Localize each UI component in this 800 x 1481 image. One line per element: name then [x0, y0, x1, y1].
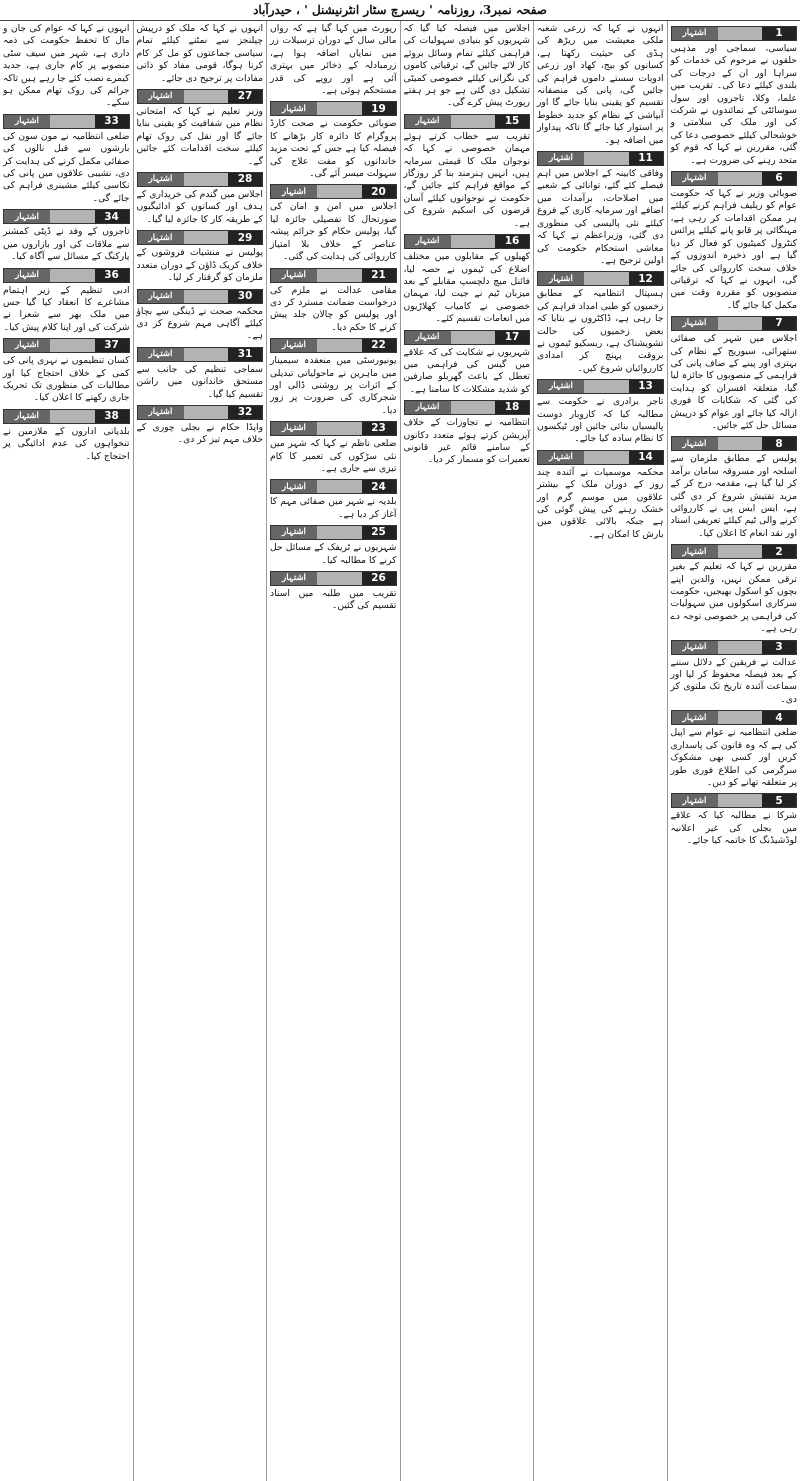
story-number: 5 — [762, 794, 796, 807]
ad-tag-label: اشتہار — [271, 572, 317, 585]
story-text: سیاسی، سماجی اور مذہبی حلقوں نے مرحوم کی خدمات کو سراہا اور ان کے درجات کی بلندی کیلئے دعا کی۔ تقریب میں علما، وکلا، تاجروں اور سول سوسائٹی کے نمائندوں نے شرکت کی اور ملک کی سلامتی و خوشحالی کیلئے خصوصی دعا کی گئی، مقررین نے کہا کہ قوم کو متحد رہنے کی ضرورت ہے۔ — [670, 43, 797, 166]
ad-tag-label: اشتہار — [405, 401, 451, 414]
story-text: وزیر تعلیم نے کہا کہ امتحانی نظام میں شفافیت کو یقینی بنایا جائے گا اور نقل کی روک تھام کیلئے سخت اقدامات کئے جائیں گے۔ — [136, 106, 263, 167]
story-number-bar — [137, 230, 264, 245]
story-text: اجلاس میں شہر کی صفائی ستھرائی، سیوریج کے نظام کی بہتری اور پینے کے صاف پانی کی فراہمی کے منصوبوں کا جائزہ لیا گیا، متعلقہ افسران کو ہدایت کی گئی کہ شکایات کا فوری ازالہ کیا جائے اور عوام کو درپیش مسائل حل کئے جائیں۔ — [670, 333, 797, 431]
story-number: 1 — [762, 27, 796, 40]
story-text: ضلعی انتظامیہ نے عوام سے اپیل کی ہے کہ وہ قانون کی پاسداری کریں اور کسی بھی مشکوک سرگرمی کی اطلاع فوری طور پر متعلقہ تھانے کو دیں۔ — [670, 727, 797, 788]
ad-tag-label: اشتہار — [4, 115, 50, 128]
story-text: تاجر برادری نے حکومت سے مطالبہ کیا کہ کاروبار دوست پالیسیاں بنائی جائیں اور ٹیکسوں کا نظام سادہ کیا جائے۔ — [537, 396, 664, 445]
ad-tag-label: اشتہار — [538, 152, 584, 165]
news-story — [270, 525, 397, 567]
story-number: 20 — [362, 185, 396, 198]
news-story — [537, 271, 664, 375]
news-story — [671, 544, 798, 635]
news-story — [671, 710, 798, 789]
story-number-bar — [3, 268, 130, 283]
ad-tag-label: اشتہار — [405, 115, 451, 128]
story-number-bar — [537, 379, 664, 394]
story-number-bar — [270, 268, 397, 283]
story-number-bar — [270, 571, 397, 586]
story-text: عدالت نے فریقین کے دلائل سننے کے بعد فیصلہ محفوظ کر لیا اور سماعت آئندہ تاریخ تک ملتوی کر دی۔ — [670, 656, 797, 705]
news-column — [266, 21, 400, 1481]
story-number-bar — [270, 184, 397, 199]
ad-tag-label: اشتہار — [271, 526, 317, 539]
ad-tag-label: اشتہار — [672, 711, 718, 724]
story-number: 6 — [762, 172, 796, 185]
story-text: تقریب سے خطاب کرتے ہوئے مہمان خصوصی نے کہا کہ نوجوان ملک کا قیمتی سرمایہ ہیں، انہیں ہنرمند بنا کر روزگار کے مواقع فراہم کئے جائیں گے، حکومت نے نوجوانوں کیلئے آسان قرضوں کی اسکیم شروع کی ہے۔ — [403, 130, 530, 229]
story-text: شہریوں نے شکایت کی کہ علاقے میں گیس کی فراہمی میں تعطل کے باعث گھریلو صارفین کو شدید مشکلات کا سامنا ہے۔ — [403, 346, 530, 395]
story-number-bar — [3, 409, 130, 424]
story-number-bar — [3, 338, 130, 353]
story-number-bar — [537, 450, 664, 465]
ad-tag-label: اشتہار — [138, 406, 184, 419]
ad-tag-label: اشتہار — [672, 545, 718, 558]
story-number-bar — [671, 316, 798, 331]
ad-tag-label: اشتہار — [405, 235, 451, 248]
news-column — [667, 21, 800, 1481]
ad-tag-label: اشتہار — [271, 422, 317, 435]
news-story — [404, 400, 531, 467]
story-number: 31 — [228, 348, 262, 361]
ad-tag-label: اشتہار — [672, 27, 718, 40]
story-text: انتظامیہ نے تجاوزات کے خلاف آپریشن کرتے ہوئے متعدد دکانوں کے سامنے قائم غیر قانونی تعمیرات کو مسمار کر دیا۔ — [403, 417, 530, 466]
news-story — [137, 230, 264, 284]
ad-tag-label: اشتہار — [271, 185, 317, 198]
story-number-bar — [137, 405, 264, 420]
ad-tag-label: اشتہار — [538, 451, 584, 464]
story-number: 16 — [495, 235, 529, 248]
news-story — [404, 114, 531, 230]
ad-tag-label: اشتہار — [4, 269, 50, 282]
story-number: 18 — [495, 401, 529, 414]
ad-tag-label: اشتہار — [271, 102, 317, 115]
news-story — [270, 268, 397, 335]
story-number-bar — [671, 436, 798, 451]
story-number: 33 — [95, 115, 129, 128]
news-story — [3, 268, 130, 335]
news-story — [3, 23, 130, 110]
story-number-bar — [537, 151, 664, 166]
story-number: 19 — [362, 102, 396, 115]
news-story — [137, 23, 264, 85]
story-number-bar — [404, 234, 531, 249]
news-story — [3, 409, 130, 463]
ad-tag-label: اشتہار — [405, 331, 451, 344]
story-text: ادبی تنظیم کے زیر اہتمام مشاعرے کا انعقاد کیا گیا جس میں ملک بھر سے شعرا نے شرکت کی اور اپنا کلام پیش کیا۔ — [3, 284, 130, 333]
news-story — [671, 26, 798, 167]
story-number: 22 — [362, 339, 396, 352]
story-number: 17 — [495, 331, 529, 344]
news-story — [671, 436, 798, 540]
story-text: کسان تنظیموں نے نہری پانی کی کمی کے خلاف احتجاج کیا اور مطالبات کی منظوری تک تحریک جاری رکھنے کا اعلان کیا۔ — [3, 355, 130, 404]
story-number-bar — [671, 793, 798, 808]
story-number-bar — [270, 525, 397, 540]
ad-tag-label: اشتہار — [4, 410, 50, 423]
story-text: شہریوں نے ٹریفک کے مسائل حل کرنے کا مطالبہ کیا۔ — [270, 542, 397, 566]
story-number: 28 — [228, 173, 262, 186]
story-number-bar — [671, 544, 798, 559]
story-number: 15 — [495, 115, 529, 128]
story-number-bar — [137, 89, 264, 104]
masthead: صفحہ نمبر3، روزنامہ ' ریسرچ سٹار انٹرنیشنل ' ، حیدرآباد — [0, 0, 800, 21]
story-number: 25 — [362, 526, 396, 539]
ad-tag-label: اشتہار — [138, 90, 184, 103]
story-text: شرکا نے مطالبہ کیا کہ علاقے میں بجلی کی غیر اعلانیہ لوڈشیڈنگ کا خاتمہ کیا جائے۔ — [670, 810, 797, 847]
newspaper-page — [0, 21, 800, 1481]
story-text: صوبائی وزیر نے کہا کہ حکومت عوام کو ریلیف فراہم کرنے کیلئے ہر ممکن اقدامات کر رہی ہے، مہنگائی پر قابو پانے کیلئے پرائس کنٹرول کمیٹیوں کو فعال کر دیا گیا ہے اور ذخیرہ اندوزوں کے خلاف سخت کارروائی کی جائے گی، انہوں نے کہا کہ ترقیاتی منصوبوں کو مقررہ وقت میں مکمل کیا جائے گا۔ — [670, 188, 797, 311]
ad-tag-label: اشتہار — [138, 231, 184, 244]
news-story — [137, 405, 264, 447]
story-text: محکمہ صحت نے ڈینگی سے بچاؤ کیلئے آگاہی مہم شروع کر دی ہے۔ — [136, 305, 263, 342]
story-number-bar — [3, 209, 130, 224]
ad-tag-label: اشتہار — [672, 437, 718, 450]
news-story — [137, 89, 264, 168]
news-story — [3, 209, 130, 263]
news-column — [400, 21, 534, 1481]
story-text: مقامی عدالت نے ملزم کی درخواست ضمانت مسترد کر دی اور پولیس کو چالان جلد پیش کرنے کا حکم دیا۔ — [270, 284, 397, 333]
story-text: ہسپتال انتظامیہ کے مطابق زخمیوں کو طبی امداد فراہم کی جا رہی ہے، ڈاکٹروں نے بتایا کہ بعض زخمیوں کی حالت تشویشناک ہے، ریسکیو ٹیموں نے بروقت پہنچ کر امدادی کارروائیاں شروع کیں۔ — [537, 288, 664, 374]
news-story — [404, 234, 531, 325]
story-number: 3 — [762, 641, 796, 654]
news-story — [3, 338, 130, 405]
ad-tag-label: اشتہار — [271, 269, 317, 282]
story-text: پولیس نے منشیات فروشوں کے خلاف کریک ڈاؤن کے دوران متعدد ملزمان کو گرفتار کر لیا۔ — [136, 247, 263, 284]
story-number: 29 — [228, 231, 262, 244]
story-text: وفاقی کابینہ کے اجلاس میں اہم فیصلے کئے گئے، توانائی کے شعبے میں اصلاحات، برآمدات میں اضافے اور سرمایہ کاری کے فروغ کیلئے نئی پالیسی کی منظوری دی گئی، وزیراعظم نے کہا کہ معاشی استحکام حکومت کی اولین ترجیح ہے۔ — [537, 168, 664, 266]
news-story — [270, 421, 397, 475]
story-number: 2 — [762, 545, 796, 558]
story-text: بلدیاتی اداروں کے ملازمین نے تنخواہوں کی عدم ادائیگی پر احتجاج کیا۔ — [3, 425, 130, 462]
news-story — [537, 379, 664, 446]
news-column — [133, 21, 267, 1481]
news-column — [0, 21, 133, 1481]
news-story — [671, 640, 798, 707]
story-text: انہوں نے کہا کہ زرعی شعبہ ملکی معیشت میں ریڑھ کی ہڈی کی حیثیت رکھتا ہے، کسانوں کو بیج، کھاد اور زرعی ادویات سستے داموں فراہم کی جائیں گی، پانی کی منصفانہ تقسیم کو یقینی بنایا جائے گا اور آبپاشی کے نظام کو جدید خطوط پر استوار کیا جائے گا تاکہ پیداوار میں اضافہ ہو۔ — [537, 23, 664, 146]
ad-tag-label: اشتہار — [138, 348, 184, 361]
story-number-bar — [270, 101, 397, 116]
story-text: انہوں نے کہا کہ عوام کی جان و مال کا تحفظ حکومت کی ذمہ داری ہے، شہر میں سیف سٹی منصوبے پر کام جاری ہے، جدید کیمرے نصب کئے جا رہے ہیں تاکہ جرائم کی روک تھام ممکن ہو سکے۔ — [3, 23, 130, 109]
news-story — [537, 151, 664, 267]
story-text: ضلعی ناظم نے کہا کہ شہر میں نئی سڑکوں کی تعمیر کا کام تیزی سے جاری ہے۔ — [270, 438, 397, 474]
news-story — [404, 330, 531, 397]
ad-tag-label: اشتہار — [4, 210, 50, 223]
story-text: صوبائی حکومت نے صحت کارڈ پروگرام کا دائرہ کار بڑھانے کا فیصلہ کیا ہے جس کے تحت مزید خاندانوں کو مفت علاج کی سہولت میسر آئے گی۔ — [270, 118, 397, 180]
story-number-bar — [270, 479, 397, 494]
news-story — [671, 171, 798, 312]
story-number: 7 — [762, 317, 796, 330]
news-story — [537, 450, 664, 541]
ad-tag-label: اشتہار — [538, 380, 584, 393]
story-text: پولیس کے مطابق ملزمان سے اسلحہ اور مسروقہ سامان برآمد کر لیا گیا ہے، مقدمہ درج کر کے مزید تفتیش شروع کر دی گئی ہے، ایس ایس پی نے کارروائی کرنے والی ٹیم کیلئے تعریفی اسناد اور نقد انعام کا اعلان کیا۔ — [670, 453, 797, 539]
story-number-bar — [137, 289, 264, 304]
story-number-bar — [270, 338, 397, 353]
story-number-bar — [404, 400, 531, 415]
story-number-bar — [137, 172, 264, 187]
story-number: 4 — [762, 711, 796, 724]
story-number-bar — [137, 347, 264, 362]
story-number: 11 — [629, 152, 663, 165]
story-text: تقریب میں طلبہ میں اسناد تقسیم کی گئیں۔ — [270, 588, 397, 612]
news-story — [671, 793, 798, 847]
story-number-bar — [537, 271, 664, 286]
story-number: 32 — [228, 406, 262, 419]
story-number-bar — [404, 330, 531, 345]
ad-tag-label: اشتہار — [271, 339, 317, 352]
story-number: 12 — [629, 272, 663, 285]
story-text: محکمہ موسمیات نے آئندہ چند روز کے دوران ملک کے بیشتر علاقوں میں موسم گرم اور خشک رہنے کی پیش گوئی کی ہے جبکہ بالائی علاقوں میں بارش کا امکان ہے۔ — [537, 466, 664, 540]
story-text: واپڈا حکام نے بجلی چوری کے خلاف مہم تیز کر دی۔ — [136, 421, 263, 446]
story-number: 13 — [629, 380, 663, 393]
story-text: رپورٹ میں کہا گیا ہے کہ رواں مالی سال کے دوران ترسیلات زر میں نمایاں اضافہ ہوا ہے، زرمبادلہ کے ذخائر میں بہتری آئی ہے اور روپے کی قدر مستحکم ہوئی ہے۔ — [270, 23, 397, 97]
story-number-bar — [671, 26, 798, 41]
story-number: 34 — [95, 210, 129, 223]
news-story — [137, 347, 264, 401]
news-story — [270, 338, 397, 417]
ad-tag-label: اشتہار — [4, 339, 50, 352]
story-number: 23 — [362, 422, 396, 435]
story-number-bar — [270, 421, 397, 436]
news-story — [270, 479, 397, 521]
story-number: 26 — [362, 572, 396, 585]
story-text: اجلاس میں گندم کی خریداری کے ہدف اور کسانوں کو ادائیگیوں کے طریقہ کار کا جائزہ لیا گیا۔ — [136, 189, 263, 225]
story-number: 14 — [629, 451, 663, 464]
story-text: یونیورسٹی میں منعقدہ سیمینار میں ماہرین نے ماحولیاتی تبدیلی کے اثرات پر روشنی ڈالی اور شجرکاری کی ضرورت پر زور دیا۔ — [270, 355, 397, 416]
news-story — [270, 571, 397, 613]
story-number-bar — [3, 114, 130, 129]
story-number: 36 — [95, 269, 129, 282]
story-text: اجلاس میں فیصلہ کیا گیا کہ شہریوں کو بنیادی سہولیات کی فراہمی کیلئے تمام وسائل بروئے کار لائے جائیں گے، ترقیاتی کاموں کی نگرانی کیلئے خصوصی کمیٹی تشکیل دی گئی ہے جو ہر ہفتے رپورٹ پیش کرے گی۔ — [403, 23, 530, 109]
story-text: کھیلوں کے مقابلوں میں مختلف اضلاع کی ٹیموں نے حصہ لیا، فائنل میچ دلچسپ مقابلے کے بعد میزبان ٹیم نے جیت لیا، مہمان خصوصی نے کامیاب کھلاڑیوں میں انعامات تقسیم کئے۔ — [403, 251, 530, 325]
news-story — [671, 316, 798, 432]
ad-tag-label: اشتہار — [138, 290, 184, 303]
story-number-bar — [671, 640, 798, 655]
story-number: 27 — [228, 90, 262, 103]
news-story — [404, 23, 531, 110]
story-text: بلدیہ نے شہر میں صفائی مہم کا آغاز کر دیا ہے۔ — [270, 496, 397, 520]
news-story — [270, 184, 397, 263]
story-number: 37 — [95, 339, 129, 352]
story-number: 38 — [95, 410, 129, 423]
story-number-bar — [671, 171, 798, 186]
news-story — [137, 172, 264, 226]
news-story — [270, 23, 397, 97]
ad-tag-label: اشتہار — [672, 317, 718, 330]
news-story — [137, 289, 264, 343]
story-number: 8 — [762, 437, 796, 450]
story-text: اجلاس میں امن و امان کی صورتحال کا تفصیلی جائزہ لیا گیا، پولیس حکام کو جرائم پیشہ عناصر کے خلاف بلا امتیاز کارروائی کی ہدایت کی گئی۔ — [270, 201, 397, 263]
story-number: 30 — [228, 290, 262, 303]
news-column — [533, 21, 667, 1481]
ad-tag-label: اشتہار — [538, 272, 584, 285]
news-story — [537, 23, 664, 147]
news-story — [3, 114, 130, 205]
story-text: سماجی تنظیم کی جانب سے مستحق خاندانوں میں راشن تقسیم کیا گیا۔ — [136, 363, 263, 400]
story-text: تاجروں کے وفد نے ڈپٹی کمشنر سے ملاقات کی اور بازاروں میں پارکنگ کے مسائل سے آگاہ کیا۔ — [3, 226, 130, 263]
story-text: انہوں نے کہا کہ ملک کو درپیش چیلنجز سے نمٹنے کیلئے تمام سیاسی جماعتوں کو مل کر کام کرنا ہوگا، قومی مفاد کو ذاتی مفادات پر ترجیح دی جائے۔ — [136, 23, 263, 84]
story-number-bar — [404, 114, 531, 129]
story-number-bar — [671, 710, 798, 725]
news-story — [270, 101, 397, 180]
story-number: 21 — [362, 269, 396, 282]
ad-tag-label: اشتہار — [672, 172, 718, 185]
ad-tag-label: اشتہار — [672, 641, 718, 654]
ad-tag-label: اشتہار — [138, 173, 184, 186]
ad-tag-label: اشتہار — [271, 480, 317, 493]
story-text: مقررین نے کہا کہ تعلیم کے بغیر ترقی ممکن نہیں، والدین اپنے بچوں کو اسکول بھیجیں، حکومت سرکاری اسکولوں میں سہولیات کی فراہمی پر خصوصی توجہ دے رہی ہے۔ — [670, 561, 797, 635]
ad-tag-label: اشتہار — [672, 794, 718, 807]
story-number: 24 — [362, 480, 396, 493]
story-text: ضلعی انتظامیہ نے مون سون کی بارشوں سے قبل نالوں کی صفائی مکمل کرنے کی ہدایت کر دی، نشیبی علاقوں میں پانی کی نکاسی کیلئے مشینری فراہم کی جائے گی۔ — [3, 130, 130, 204]
